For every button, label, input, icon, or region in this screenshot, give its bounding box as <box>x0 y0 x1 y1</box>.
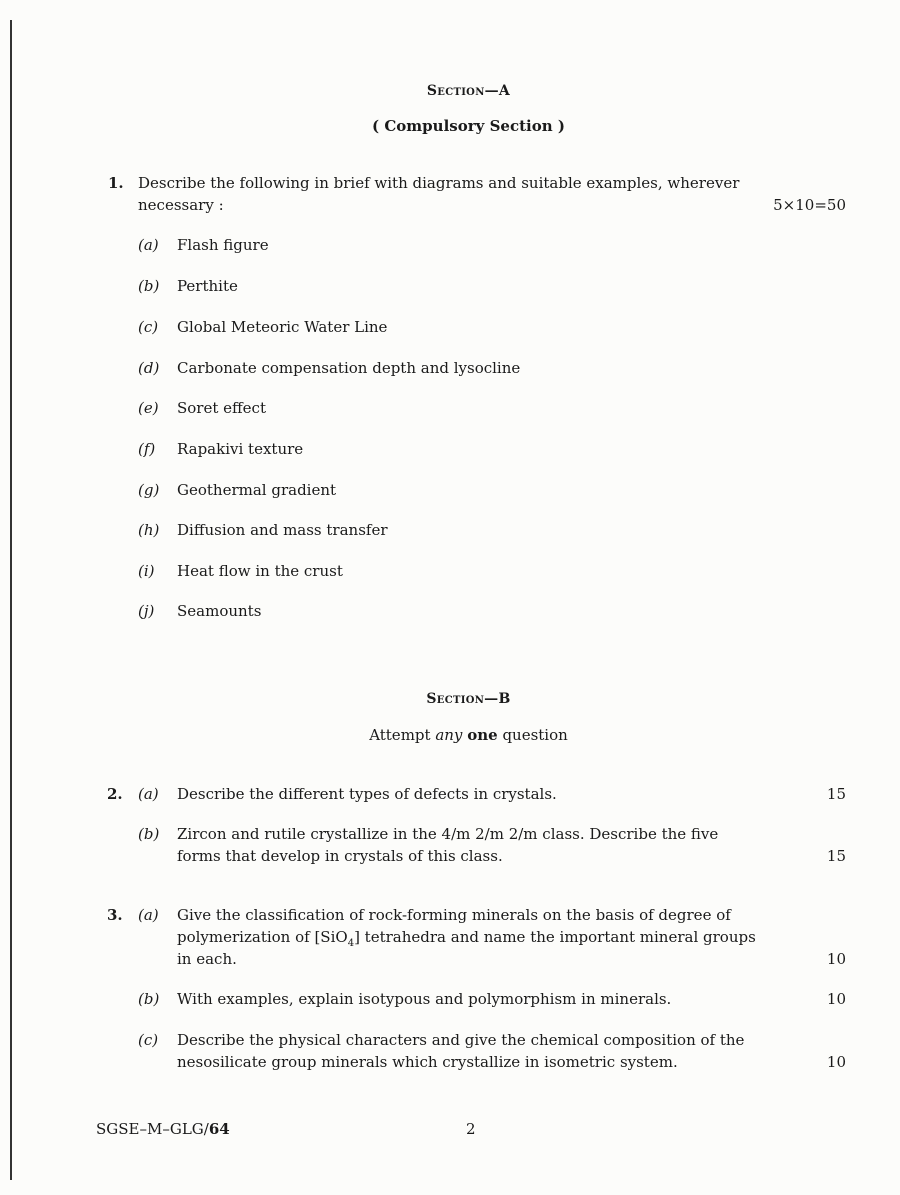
question-1-text-line2: necessary : <box>138 196 224 214</box>
item-label: (j) <box>138 602 155 620</box>
item-label: (c) <box>138 318 159 336</box>
item-text: Rapakivi texture <box>177 440 304 458</box>
page-edge <box>10 20 12 1180</box>
q3b-label: (b) <box>138 990 160 1008</box>
question-1-number: 1. <box>108 174 124 192</box>
item-label: (b) <box>138 277 160 295</box>
q3c-label: (c) <box>138 1031 159 1049</box>
q3c-text-line2: nesosilicate group minerals which crystallize in isometric system. <box>177 1053 678 1071</box>
instruction-one: one <box>467 726 498 744</box>
item-text: Diffusion and mass transfer <box>177 521 388 539</box>
q3a-line2-pre: polymerization of [SiO <box>177 928 348 946</box>
q2b-text-line1: Zircon and rutile crystallize in the 4/m 2/m 2/m class. Describe the five <box>177 825 719 843</box>
q3a-text-line3: in each. <box>177 950 237 968</box>
q3a-text-line1: Give the classification of rock-forming minerals on the basis of degree of <box>177 906 731 924</box>
q3b-text: With examples, explain isotypous and polymorphism in minerals. <box>177 990 672 1008</box>
item-text: Heat flow in the crust <box>177 562 343 580</box>
q2b-marks: 15 <box>826 847 846 865</box>
q3c-text-line1: Describe the physical characters and give the chemical composition of the <box>177 1031 745 1049</box>
section-b-heading: Section—B <box>426 691 511 707</box>
item-text: Global Meteoric Water Line <box>177 318 388 336</box>
q3a-label: (a) <box>138 906 159 924</box>
question-3-number: 3. <box>107 906 123 924</box>
item-label: (h) <box>138 521 160 539</box>
q3b-marks: 10 <box>826 990 846 1008</box>
q2a-label: (a) <box>138 785 159 803</box>
item-label: (f) <box>138 440 156 458</box>
instruction-pre: Attempt <box>369 726 431 744</box>
section-b-instruction <box>0 724 900 746</box>
q3a-marks: 10 <box>826 950 846 968</box>
paper-code <box>96 1118 230 1140</box>
item-label: (a) <box>138 236 159 254</box>
item-text: Flash figure <box>177 236 269 254</box>
item-text: Perthite <box>177 277 238 295</box>
question-1-marks: 5×10=50 <box>773 196 846 214</box>
item-label: (e) <box>138 399 159 417</box>
item-label: (i) <box>138 562 155 580</box>
q2b-text-line2: forms that develop in crystals of this class. <box>177 847 503 865</box>
section-a-subtitle: ( Compulsory Section ) <box>372 117 565 135</box>
q3a-text-line2 <box>177 926 756 955</box>
item-text: Soret effect <box>177 399 266 417</box>
question-2-number: 2. <box>107 785 123 803</box>
page-number: 2 <box>466 1120 476 1138</box>
paper-code-text: SGSE–M–GLG/ <box>96 1120 209 1138</box>
q3c-marks: 10 <box>826 1053 846 1071</box>
instruction-post: question <box>502 726 568 744</box>
q3a-line2-post: ] tetrahedra and name the important mineral groups <box>354 928 756 946</box>
q2b-label: (b) <box>138 825 160 843</box>
item-label: (d) <box>138 359 160 377</box>
q2a-text: Describe the different types of defects in crystals. <box>177 785 557 803</box>
item-text: Carbonate compensation depth and lysocline <box>177 359 521 377</box>
item-text: Geothermal gradient <box>177 481 337 499</box>
q3a-line2-sub: 4 <box>347 938 355 949</box>
q2a-marks: 15 <box>826 785 846 803</box>
paper-code-number: 64 <box>208 1120 230 1138</box>
question-1-text-line1: Describe the following in brief with diagrams and suitable examples, wherever <box>138 174 740 192</box>
item-text: Seamounts <box>177 602 262 620</box>
instruction-any: any <box>435 726 463 744</box>
section-a-heading: Section—A <box>426 83 511 99</box>
item-label: (g) <box>138 481 160 499</box>
